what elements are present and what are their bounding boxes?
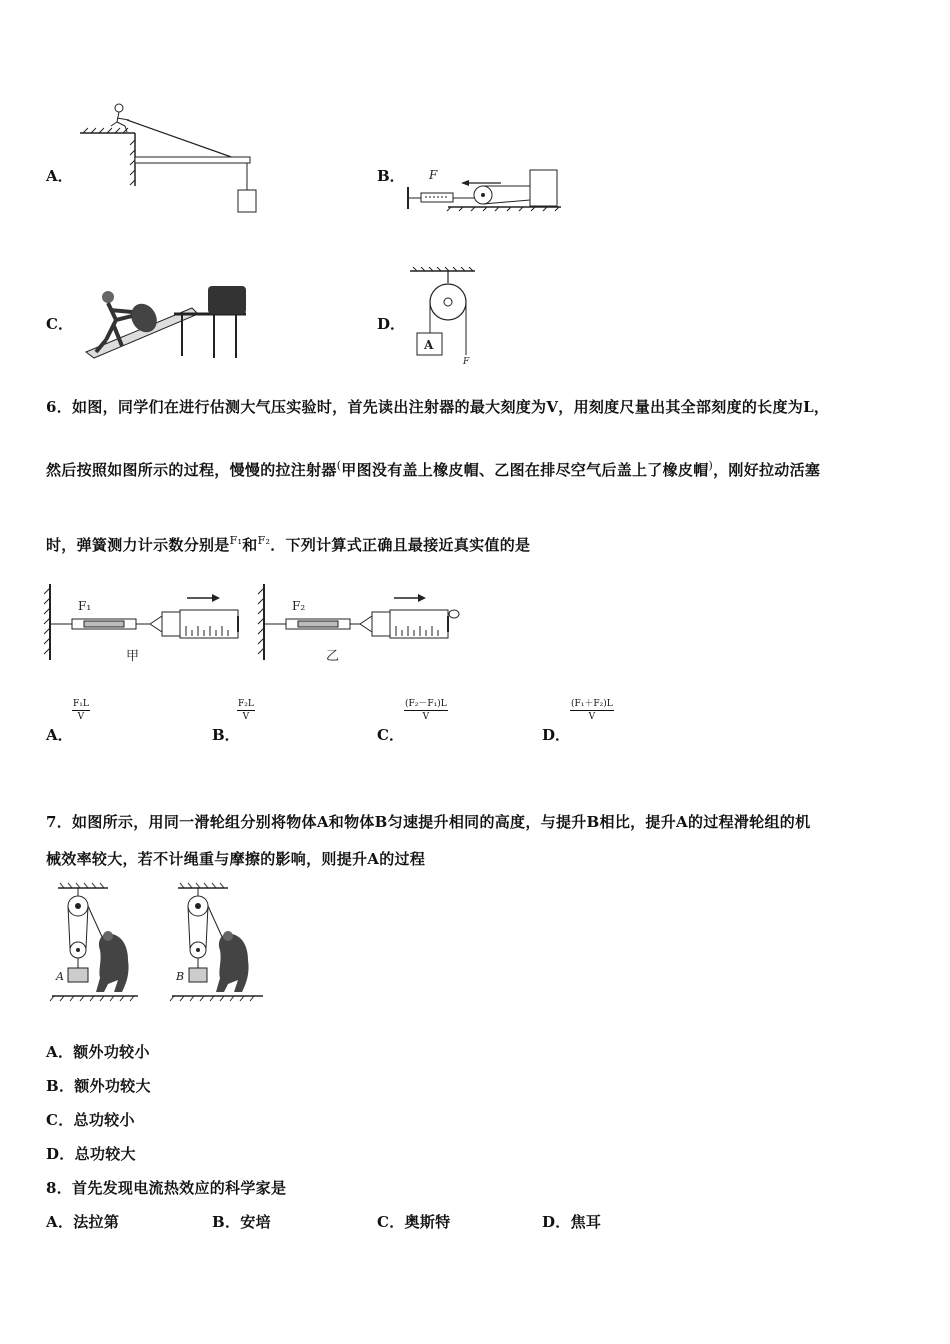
- q7-figure-object-b: B: [176, 970, 185, 983]
- q5-option-d-label: D．: [377, 315, 406, 333]
- q6-f1-symbol: F₁: [229, 534, 243, 547]
- q7-figure-object-a: A: [56, 970, 64, 983]
- q8-stem: 8．首先发现电流热效应的科学家是: [46, 1179, 287, 1197]
- q6-option-a-fraction: [72, 698, 90, 723]
- q5-option-a-figure: [75, 98, 265, 218]
- q6-option-b-fraction: [237, 698, 255, 723]
- q6-stem-line-2-c: ，刚好拉动活塞: [713, 461, 821, 479]
- q6-f2-symbol: F₂: [257, 534, 271, 547]
- q6-option-b-denominator: V: [242, 712, 250, 722]
- q5-option-b-figure: [403, 160, 563, 215]
- q7-option-c: C．总功较小: [46, 1111, 135, 1129]
- q6-option-c-label: C．: [377, 726, 404, 744]
- q6-option-a-numerator: F₁L: [73, 699, 89, 709]
- q6-option-c-numerator: (F₂－F₁)L: [405, 699, 447, 709]
- q6-figure-yi-label: 乙: [326, 649, 340, 664]
- q6-stem-line-2-b: 甲图没有盖上橡皮帽、乙图在排尽空气后盖上了橡皮帽: [341, 461, 709, 479]
- q6-option-d-fraction: [570, 698, 614, 723]
- q6-figure: [42, 580, 462, 670]
- q6-paren-close: ): [708, 459, 714, 472]
- q5-option-d-figure: [405, 263, 485, 368]
- q6-option-a-denominator: V: [77, 712, 85, 722]
- q6-paren-open: (: [336, 459, 342, 472]
- q8-option-a: A．法拉第: [46, 1213, 120, 1231]
- q8-option-c: C．奥斯特: [377, 1213, 451, 1231]
- q6-option-b-numerator: F₂L: [238, 699, 254, 709]
- q6-stem-line-3: [46, 534, 530, 555]
- q7-option-a: A．额外功较小: [46, 1043, 150, 1061]
- q6-stem-line-3-b: ．下列计算式正确且最接近真实值的是: [270, 536, 531, 554]
- q8-option-b: B．安培: [212, 1213, 271, 1231]
- q7-stem-line-1: 7．如图所示，用同一滑轮组分别将物体A和物体B匀速提升相同的高度，与提升B相比，提升A的过程滑轮组的机: [46, 813, 811, 831]
- q6-stem-line-3-a: 时，弹簧测力计示数分别是: [46, 536, 230, 554]
- q6-option-d-denominator: V: [588, 712, 596, 722]
- q6-stem-line-2-a: 然后按照如图所示的过程，慢慢的拉注射器: [46, 461, 337, 479]
- q5-option-b-force-label: F: [429, 168, 438, 182]
- q6-figure-jia-force: F₁: [78, 599, 92, 613]
- q6-stem-line-2: [46, 459, 820, 480]
- q5-option-a-label: A．: [46, 167, 73, 185]
- q5-option-c-label: C．: [46, 315, 73, 333]
- q6-figure-jia-label: 甲: [126, 649, 140, 664]
- q6-option-d-numerator: (F₁＋F₂)L: [571, 699, 613, 709]
- q6-option-c-fraction: [404, 698, 448, 723]
- q6-stem-line-1: 6．如图，同学们在进行估测大气压实验时，首先读出注射器的最大刻度为V，用刻度尺量出其全部刻度的长度为L，: [46, 398, 830, 416]
- q6-option-c-denominator: V: [422, 712, 430, 722]
- q7-figure: [48, 880, 273, 1012]
- q7-option-d: D．总功较大: [46, 1145, 136, 1163]
- q7-option-b: B．额外功较大: [46, 1077, 151, 1095]
- q5-option-b-label: B．: [377, 167, 405, 185]
- q6-option-b-label: B．: [212, 726, 240, 744]
- q7-stem-line-2: 械效率较大，若不计绳重与摩擦的影响，则提升A的过程: [46, 850, 426, 868]
- q8-option-d: D．焦耳: [542, 1213, 602, 1231]
- q5-option-c-figure: [74, 280, 254, 362]
- q6-option-a-label: A．: [46, 726, 73, 744]
- q6-option-d-label: D．: [542, 726, 571, 744]
- q5-option-d-force-label: F: [463, 357, 470, 367]
- q5-option-d-block-label: A: [424, 338, 434, 352]
- q6-figure-yi-force: F₂: [292, 599, 306, 613]
- q6-and-word: 和: [242, 536, 258, 554]
